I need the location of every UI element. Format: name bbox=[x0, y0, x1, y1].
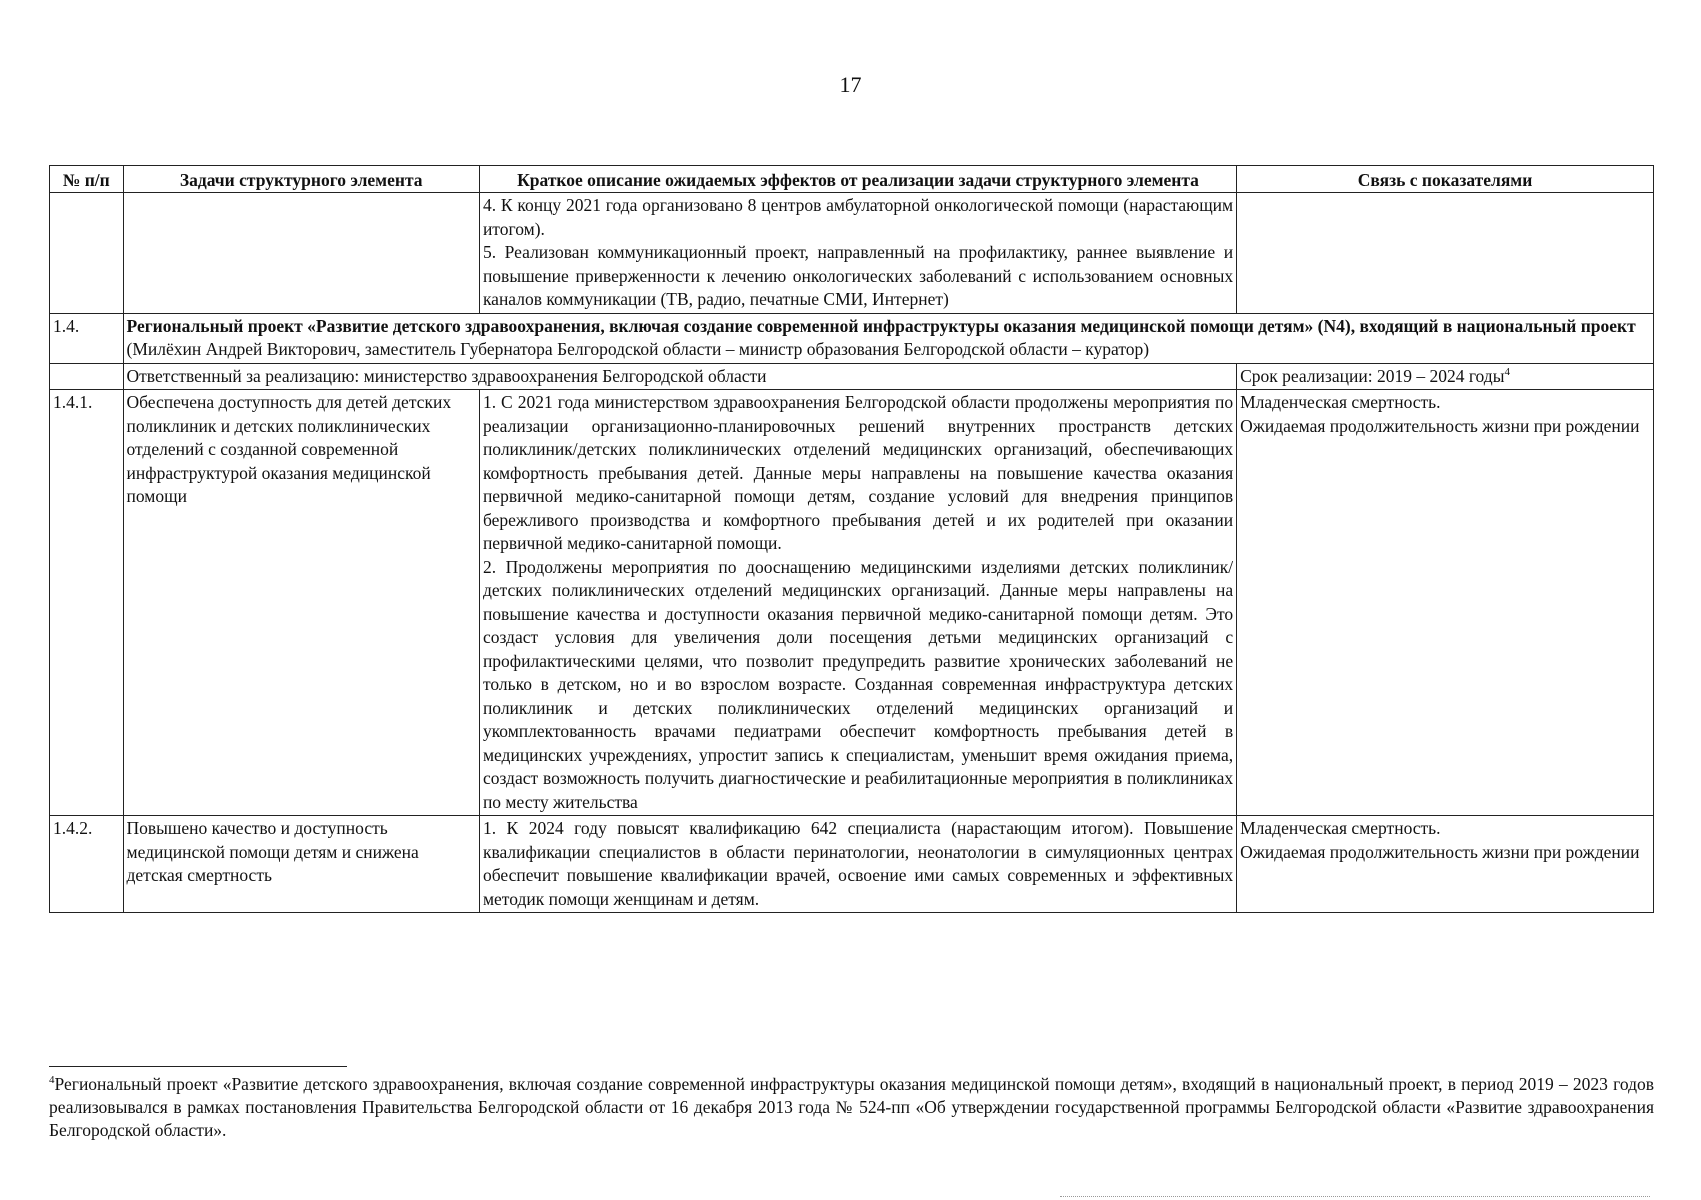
row-link bbox=[1237, 390, 1654, 816]
responsible-row bbox=[50, 363, 1654, 390]
cell-desc-continuation bbox=[479, 193, 1236, 314]
term-text: Срок реализации: 2019 – 2024 годы bbox=[1240, 365, 1505, 386]
footnote-mark: 4 bbox=[49, 1074, 55, 1087]
row-num: 1.4.2. bbox=[50, 816, 124, 913]
table-row bbox=[50, 816, 1654, 913]
structural-elements-table bbox=[49, 165, 1654, 913]
section-title: Региональный проект «Развитие детского здравоохранения, включая создание современной инфраструктуры оказания медицинской помощи детям» (N4), входящий в национальный проект bbox=[126, 315, 1636, 336]
desc-paragraph: 4. К концу 2021 года организовано 8 центров амбулаторной онкологической помощи (нарастающим итогом). bbox=[482, 195, 1234, 239]
cell-num-empty bbox=[50, 363, 124, 390]
desc-paragraph: 1. С 2021 года министерством здравоохранения Белгородской области продолжены мероприятия по реализации организационно-планировочных решений внутренних пространств детских поликлиник/детских поликлинических отделений медицинских организаций, обеспечивающих комфортность пребывания детей. Данные меры направлены на повышение качества оказания первичной медико-санитарной помощи детям, создание условий для внедрения принципов бережливого производства и комфортного пребывания детей и их родителей при оказании первичной медико-санитарной помощи. bbox=[482, 392, 1234, 553]
desc-paragraph: 5. Реализован коммуникационный проект, направленный на профилактику, раннее выявление и повышение приверженности к лечению онкологических заболеваний с использованием основных каналов коммуникации (ТВ, радио, печатные СМИ, Интернет) bbox=[482, 242, 1234, 309]
indicator-line: Младенческая смертность. bbox=[1240, 818, 1441, 838]
header-task: Задачи структурного элемента bbox=[123, 166, 479, 193]
section-curator: (Милёхин Андрей Викторович, заместитель Губернатора Белгородской области – министр образования Белгородской области – куратор) bbox=[126, 339, 1150, 359]
cell-task-empty bbox=[123, 193, 479, 314]
row-task: Повышено качество и доступность медицинской помощи детям и снижена детская смертность bbox=[123, 816, 479, 913]
term-cell bbox=[1237, 363, 1654, 390]
cell-link-empty bbox=[1237, 193, 1654, 314]
header-num: № п/п bbox=[50, 166, 124, 193]
footnote-reference: 4 bbox=[1504, 365, 1510, 378]
header-desc: Краткое описание ожидаемых эффектов от реализации задачи структурного элемента bbox=[479, 166, 1236, 193]
page-number: 17 bbox=[839, 72, 862, 97]
footnote-separator bbox=[49, 1066, 347, 1067]
row-link bbox=[1237, 816, 1654, 913]
table-header-row bbox=[50, 166, 1654, 193]
table-row-continuation bbox=[50, 193, 1654, 314]
desc-paragraph: 2. Продолжены мероприятия по дооснащению медицинскими изделиями детских поликлиник/детских поликлинических отделений медицинских организаций. Данные меры направлены на повышение качества и доступности оказания первичной медико-санитарной помощи детям. Это создаст условия для увеличения доли посещения детьми медицинских организаций с профилактическими целями, что позволит предупредить развитие хронических заболеваний не только в детском, но и во взрослом возрасте. Созданная современная инфраструктура детских поликлиник и детских поликлинических отделений медицинских организаций и укомплектованность врачами педиатрами обеспечит комфортность пребывания детей в медицинских учреждениях, упростит запись к специалистам, уменьшит время ожидания приема, создаст возможность получить диагностические и реабилитационные мероприятия в поликлиниках по месту жительства bbox=[482, 556, 1234, 812]
section-num: 1.4. bbox=[50, 313, 124, 363]
row-desc bbox=[479, 816, 1236, 913]
row-task: Обеспечена доступность для детей детских поликлиник и детских поликлинических отделений с созданной современной инфраструктурой оказания медицинской помощи bbox=[123, 390, 479, 816]
footnote-text: Региональный проект «Развитие детского здравоохранения, включая создание современной инфраструктуры оказания медицинской помощи детям», входящий в национальный проект, в период 2019 – 2023 годов реализовывался в рамках постановления Правительства Белгородской области от 16 декабря 2013 года № 524-пп «Об утверждении государственной программы Белгородской области «Развитие здравоохранения Белгородской области». bbox=[49, 1074, 1654, 1140]
indicator-line: Ожидаемая продолжительность жизни при рождении bbox=[1240, 415, 1640, 436]
section-title-cell bbox=[123, 313, 1654, 363]
row-num: 1.4.1. bbox=[50, 390, 124, 816]
indicator-line: Ожидаемая продолжительность жизни при рождении bbox=[1240, 841, 1640, 862]
indicator-line: Младенческая смертность. bbox=[1240, 392, 1441, 412]
footnote bbox=[49, 1073, 1654, 1142]
section-row bbox=[50, 313, 1654, 363]
page-edge-line bbox=[1060, 1196, 1650, 1197]
table-row bbox=[50, 390, 1654, 816]
desc-paragraph: 1. К 2024 году повысят квалификацию 642 специалиста (нарастающим итогом). Повышение квалификации специалистов в области перинатологии, неонатологии в симуляционных центрах обеспечит повышение квалификации врачей, освоение ими самых современных и эффективных методик помощи женщинам и детям. bbox=[482, 818, 1234, 909]
row-desc bbox=[479, 390, 1236, 816]
header-link: Связь с показателями bbox=[1237, 166, 1654, 193]
responsible-cell: Ответственный за реализацию: министерство здравоохранения Белгородской области bbox=[123, 363, 1237, 390]
cell-num-empty bbox=[50, 193, 124, 314]
